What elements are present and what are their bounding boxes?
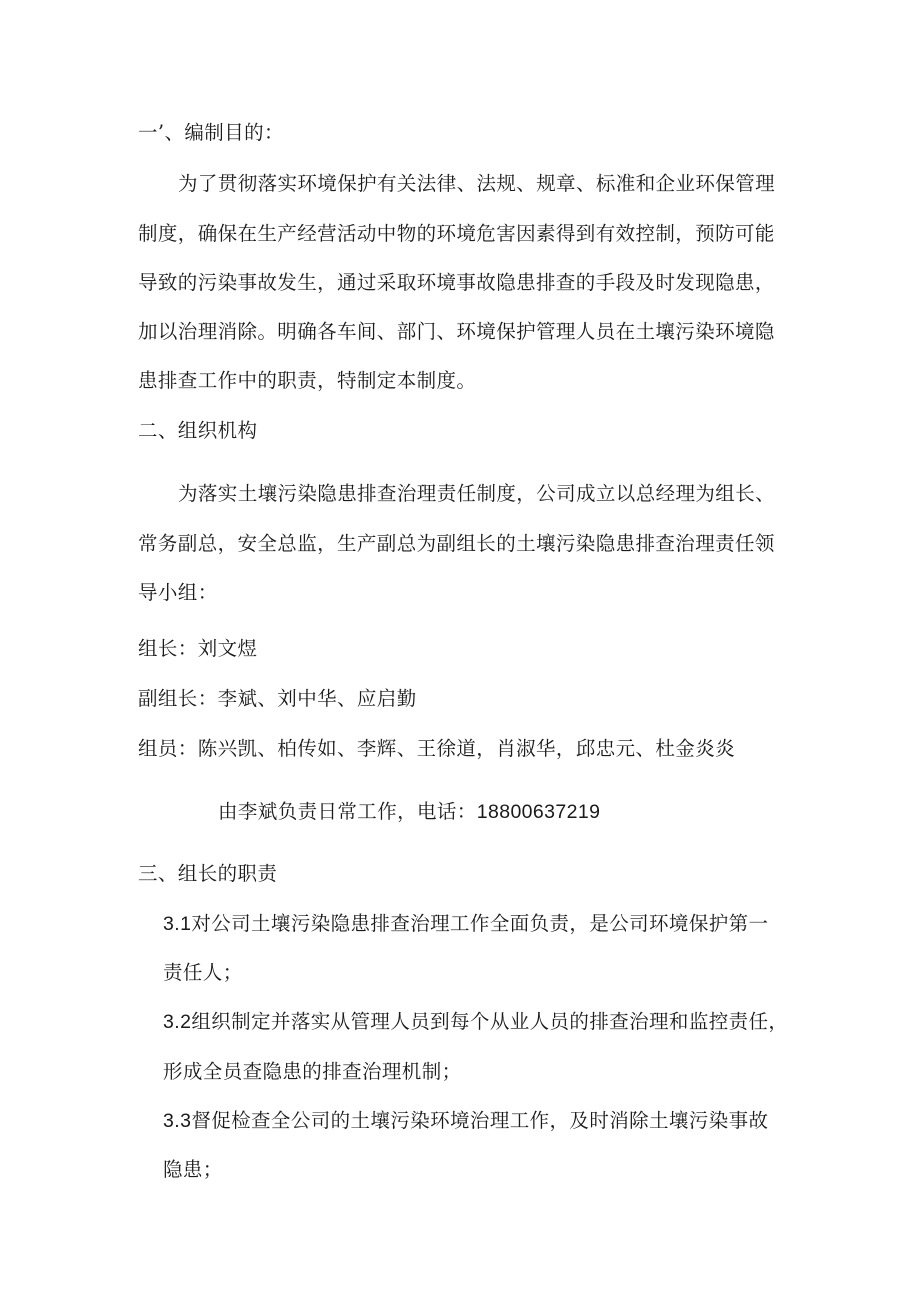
team-members: 组员：陈兴凯、柏传如、李辉、王徐道，肖淑华，邱忠元、杜金炎炎 bbox=[138, 737, 736, 760]
section-1-line-5: 患排查工作中的职责，特制定本制度。 bbox=[138, 369, 477, 392]
duty-item-2-text: 组织制定并落实从管理人员到每个从业人员的排查治理和监控责任， bbox=[191, 1010, 789, 1033]
section-1-line-3: 导致的污染事故发生，通过采取环境事故隐患排查的手段及时发现隐患， bbox=[138, 271, 775, 294]
duty-item-1 bbox=[163, 912, 768, 936]
contact-phone: 18800637219 bbox=[476, 801, 601, 823]
section-2-heading: 二、组织机构 bbox=[138, 419, 258, 442]
section-1-line-1: 为了贯彻落实环境保护有关法律、法规、规章、标准和企业环保管理 bbox=[178, 172, 776, 195]
duty-item-1-text: 对公司土壤污染隐患排查治理工作全面负责，是公司环境保护第一 bbox=[191, 912, 769, 935]
duty-item-2-continuation: 形成全员查隐患的排查治理机制； bbox=[163, 1060, 462, 1083]
section-3-heading: 三、组长的职责 bbox=[138, 862, 278, 885]
duty-item-3-text: 督促检查全公司的土壤污染环境治理工作，及时消除土壤污染事故 bbox=[191, 1109, 769, 1132]
duty-item-3-number: 3.3 bbox=[163, 1110, 192, 1132]
deputy-leaders: 副组长：李斌、刘中华、应启勤 bbox=[138, 687, 417, 710]
section-2-line-3: 导小组： bbox=[138, 581, 218, 604]
duty-item-3-continuation: 隐患； bbox=[163, 1158, 223, 1181]
contact-line bbox=[218, 800, 600, 824]
contact-label: 由李斌负责日常工作，电话： bbox=[218, 800, 477, 823]
section-1-line-2: 制度，确保在生产经营活动中物的环境危害因素得到有效控制，预防可能 bbox=[138, 222, 775, 245]
duty-item-2-number: 3.2 bbox=[163, 1011, 192, 1033]
section-1-heading: 一’、编制目的： bbox=[138, 121, 284, 144]
duty-item-2 bbox=[163, 1010, 788, 1034]
section-2-line-2: 常务副总，安全总监，生产副总为副组长的土壤污染隐患排查治理责任领 bbox=[138, 532, 775, 555]
duty-item-3 bbox=[163, 1109, 768, 1133]
duty-item-1-continuation: 责任人； bbox=[163, 961, 243, 984]
section-1-line-4: 加以治理消除。明确各车间、部门、环境保护管理人员在土壤污染环境隐 bbox=[138, 320, 775, 343]
section-2-line-1: 为落实土壤污染隐患排查治理责任制度，公司成立以总经理为组长、 bbox=[178, 482, 776, 505]
team-leader: 组长：刘文煜 bbox=[138, 637, 258, 660]
duty-item-1-number: 3.1 bbox=[163, 913, 192, 935]
